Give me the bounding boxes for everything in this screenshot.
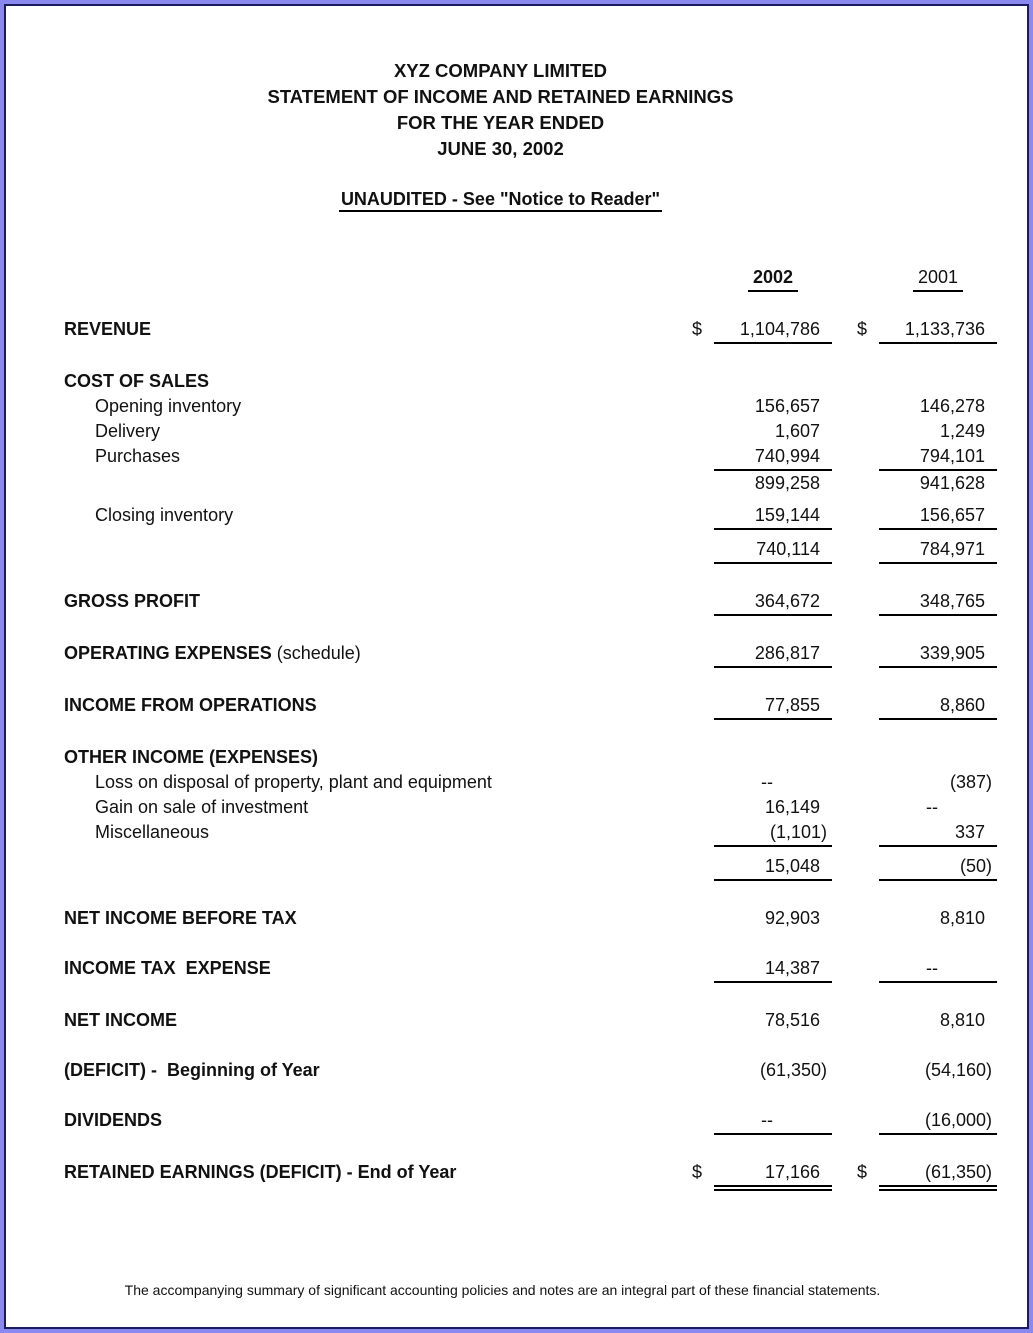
value-2002: 14,387 xyxy=(714,956,832,983)
statement-row xyxy=(6,854,1027,881)
statement-row xyxy=(6,641,1027,668)
value-2001: 941,628 xyxy=(919,473,985,493)
value-2001: 337 xyxy=(879,820,997,847)
value-2002: 159,144 xyxy=(714,503,832,530)
currency-symbol-2001 xyxy=(857,745,879,770)
row-label: NET INCOME BEFORE TAX xyxy=(64,908,297,928)
row-label: NET INCOME xyxy=(64,1010,178,1030)
currency-symbol-2001 xyxy=(857,394,879,419)
currency-symbol-2001 xyxy=(857,419,879,444)
statement-row xyxy=(6,1008,1027,1033)
row-label xyxy=(64,854,692,881)
currency-symbol-2002 xyxy=(692,956,714,983)
column-gap xyxy=(832,394,857,419)
currency-symbol-2002 xyxy=(692,1008,714,1033)
column-gap xyxy=(832,444,857,471)
audit-note-text: UNAUDITED - See "Notice to Reader" xyxy=(339,189,662,212)
row-label: Delivery xyxy=(95,421,161,441)
statement-row xyxy=(6,906,1027,931)
currency-symbol-2002: $ xyxy=(692,1162,703,1182)
value-2002 xyxy=(714,745,832,770)
column-header-2002: 2002 xyxy=(748,264,798,292)
statement-row xyxy=(6,1108,1027,1135)
currency-symbol-2001 xyxy=(857,820,879,847)
column-gap xyxy=(832,745,857,770)
company-name: XYZ COMPANY LIMITED xyxy=(393,60,608,81)
statement-row xyxy=(6,317,1027,344)
column-headers-spacer xyxy=(64,264,692,292)
statement-row xyxy=(6,369,1027,394)
currency-symbol-2002 xyxy=(692,693,714,720)
column-headers xyxy=(6,264,1027,292)
currency-symbol-2002 xyxy=(692,795,714,820)
currency-symbol-2002 xyxy=(692,745,714,770)
column-gap xyxy=(832,503,857,530)
value-2002: 15,048 xyxy=(714,854,832,881)
row-label: OTHER INCOME (EXPENSES) xyxy=(64,747,319,767)
currency-symbol-2002 xyxy=(692,589,714,616)
column-gap xyxy=(832,537,857,564)
statement-row xyxy=(6,503,1027,530)
value-2001: 8,810 xyxy=(939,1010,985,1030)
row-label: Opening inventory xyxy=(95,396,242,416)
value-2001: 339,905 xyxy=(879,641,997,668)
currency-symbol-2001 xyxy=(857,1058,879,1083)
currency-symbol-2002 xyxy=(692,1108,714,1135)
value-2001: 1,133,736 xyxy=(879,317,997,344)
value-2002: 77,855 xyxy=(714,693,832,720)
statement-row xyxy=(6,1058,1027,1083)
statement-row xyxy=(6,394,1027,419)
column-gap xyxy=(832,264,857,292)
currency-symbol-2001 xyxy=(857,693,879,720)
currency-symbol-2001: $ xyxy=(857,1162,868,1182)
statement-row xyxy=(6,795,1027,820)
column-header-2001: 2001 xyxy=(913,264,963,292)
row-label: COST OF SALES xyxy=(64,371,210,391)
row-label xyxy=(64,471,692,496)
row-label: GROSS PROFIT xyxy=(64,591,201,611)
value-2002: 899,258 xyxy=(754,473,820,493)
value-2001: (61,350) xyxy=(879,1160,997,1187)
value-2002: 364,672 xyxy=(714,589,832,616)
row-label: Purchases xyxy=(95,446,181,466)
column-gap xyxy=(832,795,857,820)
row-label: DIVIDENDS xyxy=(64,1110,163,1130)
row-label: Closing inventory xyxy=(95,505,234,525)
row-label xyxy=(64,537,692,564)
currency-symbol-2002 xyxy=(692,820,714,847)
value-2002: 1,104,786 xyxy=(714,317,832,344)
currency-symbol-2002 xyxy=(692,906,714,931)
row-label-suffix: (schedule) xyxy=(271,643,361,663)
currency-symbol-2001 xyxy=(857,503,879,530)
statement-row xyxy=(6,820,1027,847)
statement-row xyxy=(6,419,1027,444)
value-2001: -- xyxy=(879,956,997,983)
currency-symbol-2002 xyxy=(692,444,714,471)
row-label: (DEFICIT) - Beginning of Year xyxy=(64,1060,320,1080)
value-2002: 78,516 xyxy=(764,1010,820,1030)
row-label: INCOME FROM OPERATIONS xyxy=(64,695,317,715)
column-gap xyxy=(832,641,857,668)
statement-title: STATEMENT OF INCOME AND RETAINED EARNINGS xyxy=(267,86,734,107)
document-title xyxy=(6,58,1027,162)
footer-note: The accompanying summary of significant accounting policies and notes are an integral part of these financial statements. xyxy=(124,1282,881,1298)
value-2001: (16,000) xyxy=(879,1108,997,1135)
statement-row xyxy=(6,745,1027,770)
column-gap xyxy=(832,820,857,847)
value-2002: 740,114 xyxy=(714,537,832,564)
row-label: INCOME TAX EXPENSE xyxy=(64,958,271,978)
value-2002 xyxy=(714,369,832,394)
column-gap xyxy=(832,1058,857,1083)
column-gap xyxy=(832,693,857,720)
column-gap xyxy=(832,854,857,881)
statement-row xyxy=(6,693,1027,720)
column-gap xyxy=(832,770,857,795)
value-2002: (61,350) xyxy=(759,1060,827,1080)
column-gap xyxy=(832,1108,857,1135)
value-2002: 286,817 xyxy=(714,641,832,668)
column-gap xyxy=(832,1008,857,1033)
currency-symbol-2001 xyxy=(857,369,879,394)
currency-symbol-2002 xyxy=(692,641,714,668)
value-2002: -- xyxy=(761,772,773,792)
statement-rows xyxy=(6,317,1027,1187)
value-2001: 784,971 xyxy=(879,537,997,564)
value-2001: -- xyxy=(926,797,938,817)
currency-symbol-2001 xyxy=(857,471,879,496)
value-2001 xyxy=(879,745,997,770)
value-2002: 740,994 xyxy=(714,444,832,471)
value-2002: 17,166 xyxy=(714,1160,832,1187)
currency-symbol-2001: $ xyxy=(857,319,868,339)
value-2001: 348,765 xyxy=(879,589,997,616)
statement-row xyxy=(6,537,1027,564)
currency-symbol-2002 xyxy=(692,1058,714,1083)
period-date: JUNE 30, 2002 xyxy=(437,138,564,159)
currency-symbol-2002: $ xyxy=(692,319,703,339)
statement-row xyxy=(6,444,1027,471)
currency-symbol-2001 xyxy=(857,1108,879,1135)
currency-symbol-2002 xyxy=(692,854,714,881)
value-2001: 1,249 xyxy=(939,421,985,441)
currency-symbol-2001 xyxy=(857,906,879,931)
column-gap xyxy=(832,956,857,983)
row-label: REVENUE xyxy=(64,319,152,339)
value-2001: 8,860 xyxy=(879,693,997,720)
row-label: Gain on sale of investment xyxy=(95,797,309,817)
currency-symbol-2002 xyxy=(692,537,714,564)
column-gap xyxy=(832,471,857,496)
statement-row xyxy=(6,956,1027,983)
currency-symbol-2002 xyxy=(692,419,714,444)
currency-symbol-2001 xyxy=(857,537,879,564)
value-2002: 1,607 xyxy=(774,421,820,441)
currency-symbol-2002 xyxy=(692,770,714,795)
currency-symbol-2002 xyxy=(692,503,714,530)
currency-symbol-2001 xyxy=(857,1008,879,1033)
column-gap xyxy=(832,906,857,931)
value-2001: (50) xyxy=(879,854,997,881)
value-2001: 146,278 xyxy=(919,396,985,416)
currency-spacer-2001 xyxy=(857,264,879,292)
currency-symbol-2002 xyxy=(692,394,714,419)
column-header-cell-2002 xyxy=(714,264,832,292)
column-gap xyxy=(832,419,857,444)
value-2001: 794,101 xyxy=(879,444,997,471)
document-frame xyxy=(4,4,1029,1329)
currency-symbol-2001 xyxy=(857,770,879,795)
value-2002: -- xyxy=(714,1108,832,1135)
currency-symbol-2001 xyxy=(857,641,879,668)
column-gap xyxy=(832,317,857,344)
period-label: FOR THE YEAR ENDED xyxy=(396,112,605,133)
statement-row xyxy=(6,589,1027,616)
statement-row xyxy=(6,471,1027,496)
value-2001 xyxy=(879,369,997,394)
value-2001: 156,657 xyxy=(879,503,997,530)
value-2002: 92,903 xyxy=(764,908,820,928)
column-gap xyxy=(832,369,857,394)
currency-symbol-2001 xyxy=(857,589,879,616)
column-gap xyxy=(832,589,857,616)
currency-symbol-2002 xyxy=(692,471,714,496)
statement-row xyxy=(6,1160,1027,1187)
value-2002: (1,101) xyxy=(714,820,832,847)
value-2001: 8,810 xyxy=(939,908,985,928)
value-2001: (387) xyxy=(949,772,992,792)
currency-spacer-2002 xyxy=(692,264,714,292)
row-label: Loss on disposal of property, plant and equipment xyxy=(95,772,492,792)
statement-row xyxy=(6,770,1027,795)
value-2002: 16,149 xyxy=(764,797,820,817)
column-gap xyxy=(832,1160,857,1187)
value-2002: 156,657 xyxy=(754,396,820,416)
value-2001: (54,160) xyxy=(924,1060,992,1080)
row-label: RETAINED EARNINGS (DEFICIT) - End of Year xyxy=(64,1162,457,1182)
currency-symbol-2001 xyxy=(857,795,879,820)
column-header-cell-2001 xyxy=(879,264,997,292)
row-label: OPERATING EXPENSES (schedule) xyxy=(64,643,361,663)
row-label: Miscellaneous xyxy=(95,822,210,842)
currency-symbol-2002 xyxy=(692,369,714,394)
currency-symbol-2001 xyxy=(857,956,879,983)
currency-symbol-2001 xyxy=(857,854,879,881)
audit-status-line xyxy=(6,186,1027,214)
currency-symbol-2001 xyxy=(857,444,879,471)
